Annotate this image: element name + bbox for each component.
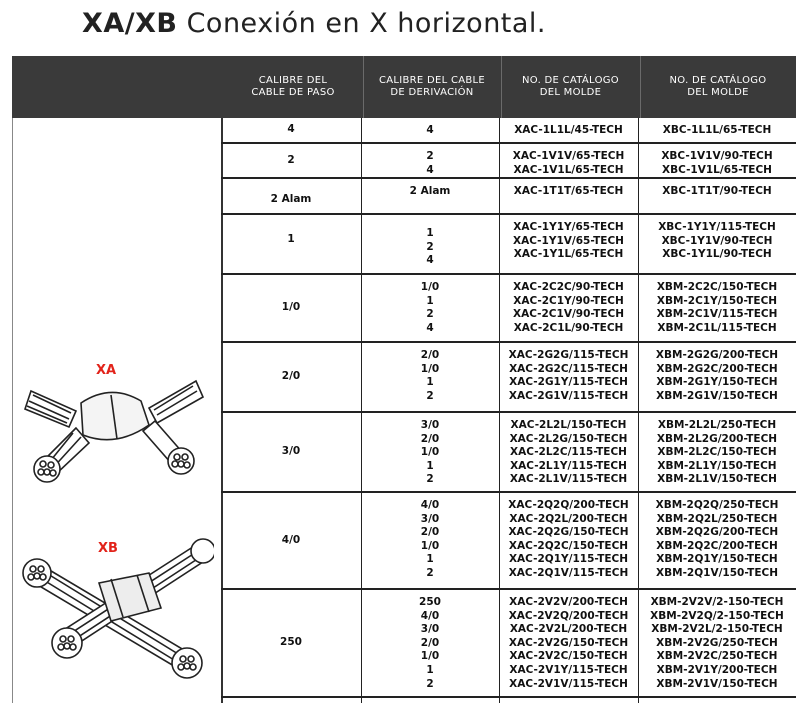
header-calibre-paso: CALIBRE DEL CABLE DE PASO <box>251 75 335 98</box>
page-title: XA/XB Conexión en X horizontal. <box>82 8 547 39</box>
table-header <box>12 56 796 118</box>
header-catalogo-xb: NO. DE CATÁLOGO DEL MOLDE <box>669 75 767 98</box>
table-row: 250 250 4/0 3/0 2/0 1/0 1 2 XAC-2V2V/200-TECH XAC-2V2Q/200-TECH XAC-2V2L/200-TECH XAC-2V2G/150-TECH XAC-2V2C/150-TECH XAC-2V1Y/115-TECH XAC-2V1V/115-TECH XBM-2V2V/2-150-TECH XBM-2V2Q/2-150-TECH XBM-2V2L/2-150-TECH XBM-2V2G/250-TECH XBM-2V2C/250-TECH XBM-2V1Y/200-TECH XBM-2V1V/150-TECH <box>221 590 796 698</box>
catalog-table <box>221 118 796 703</box>
connector-illustrations <box>12 118 223 703</box>
table-row: 3/0 3/0 2/0 1/0 1 2 XAC-2L2L/150-TECH XAC-2L2G/150-TECH XAC-2L2C/115-TECH XAC-2L1Y/115-TECH XAC-2L1V/115-TECH XBM-2L2L/250-TECH XBM-2L2G/200-TECH XBM-2L2C/150-TECH XBM-2L1Y/150-TECH XBM-2L1V/150-TECH <box>221 413 796 493</box>
table-row: 2/0 2/0 1/0 1 2 XAC-2G2G/115-TECH XAC-2G2C/115-TECH XAC-2G1Y/115-TECH XAC-2G1V/115-TECH XBM-2G2G/200-TECH XBM-2G2C/200-TECH XBM-2G1Y/150-TECH XBM-2G1V/150-TECH <box>221 343 796 413</box>
table-row: 1/0 1/0 1 2 4 XAC-2C2C/90-TECH XAC-2C1Y/90-TECH XAC-2C1V/90-TECH XAC-2C1L/90-TECH XBM-2C2C/150-TECH XBM-2C1Y/150-TECH XBM-2C1V/115-TECH XBM-2C1L/115-TECH <box>221 275 796 343</box>
xb-connector-illustration <box>19 513 214 693</box>
table-row: 4/0 4/0 3/0 2/0 1/0 1 2 XAC-2Q2Q/200-TECH XAC-2Q2L/200-TECH XAC-2Q2G/150-TECH XAC-2Q2C/150-TECH XAC-2Q1Y/115-TECH XAC-2Q1V/115-TECH XBM-2Q2Q/250-TECH XBM-2Q2L/250-TECH XBM-2Q2G/200-TECH XBM-2Q2C/200-TECH XBM-2Q1Y/150-TECH XBM-2Q1V/150-TECH <box>221 493 796 590</box>
header-calibre-derivacion: CALIBRE DEL CABLE DE DERIVACIÓN <box>378 75 486 98</box>
table-row: 2 2 4 XAC-1V1V/65-TECH XAC-1V1L/65-TECH XBC-1V1V/90-TECH XBC-1V1L/65-TECH <box>221 144 796 179</box>
xa-label: XA <box>96 363 117 378</box>
table-row: 1 1 2 4 XAC-1Y1Y/65-TECH XAC-1Y1V/65-TECH XAC-1Y1L/65-TECH XBC-1Y1Y/115-TECH XBC-1Y1V/90-TECH XBC-1Y1L/90-TECH <box>221 215 796 275</box>
table-row: 2 Alam 2 Alam XAC-1T1T/65-TECH XBC-1T1T/90-TECH <box>221 179 796 215</box>
xb-label: XB <box>98 541 118 556</box>
header-catalogo-xa: NO. DE CATÁLOGO DEL MOLDE <box>522 75 619 98</box>
table-row: 4 4 XAC-1L1L/45-TECH XBC-1L1L/65-TECH <box>221 118 796 144</box>
